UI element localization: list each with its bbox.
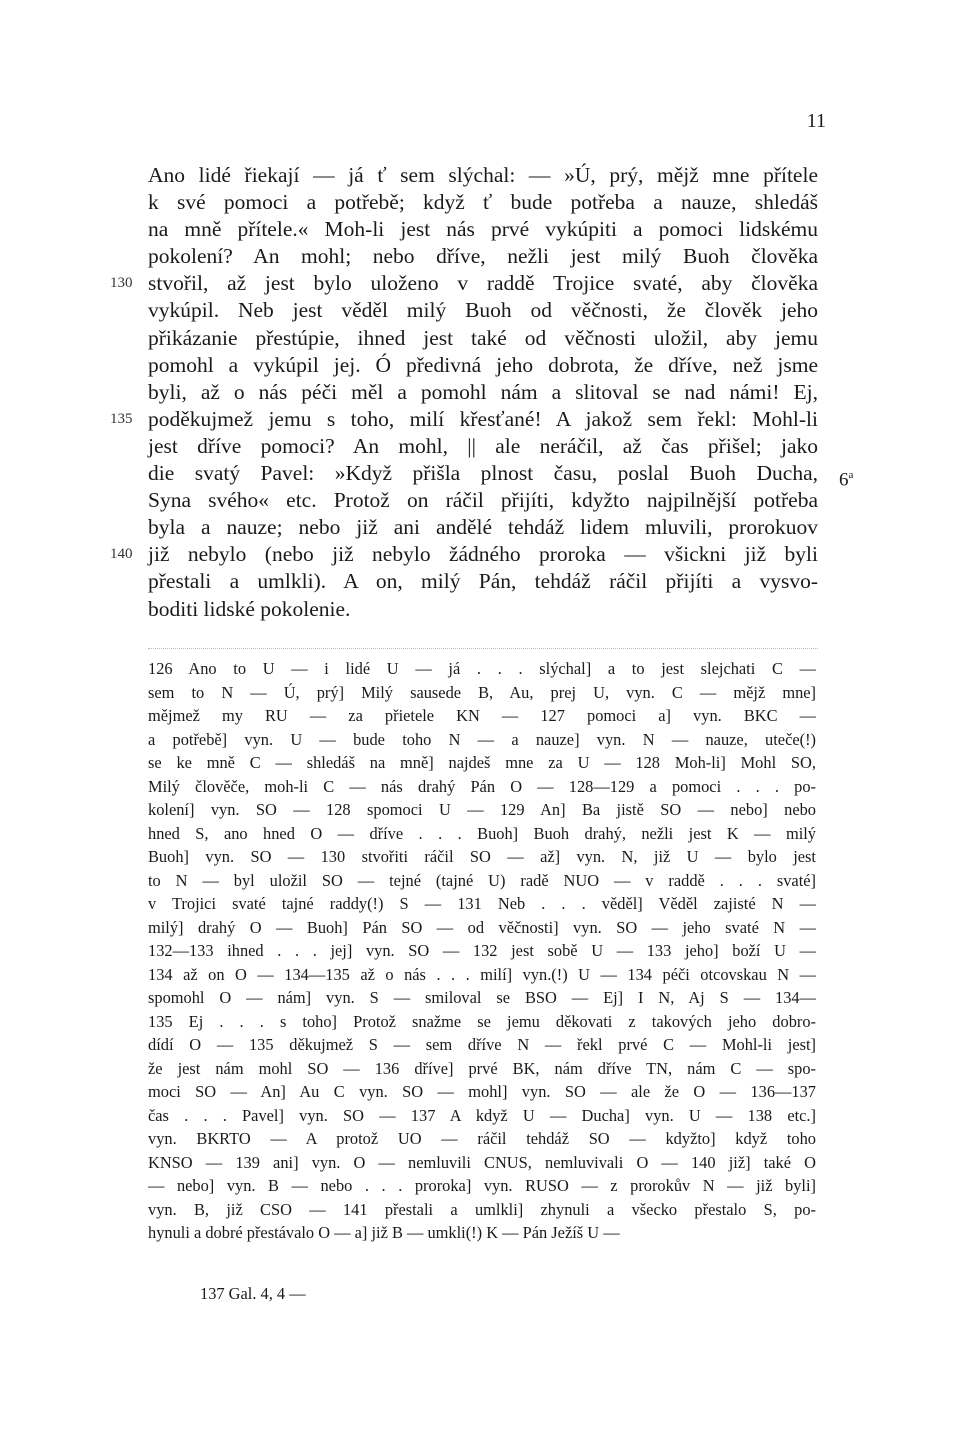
line-text: stvořil, až jest bylo uloženo v raddě Trojice svaté, aby člověka bbox=[148, 271, 818, 296]
apparatus-line: Milý člověče, moh-li C — nás drahý Pán O — 128—129 a pomoci . . . po- bbox=[148, 776, 816, 796]
margin-note-sup: a bbox=[848, 469, 854, 481]
line-text: přestali a umlkli). A on, milý Pán, tehdáž ráčil přijíti a vysvo- bbox=[148, 569, 818, 594]
apparatus-line: Buoh] vyn. SO — 130 stvořiti ráčil SO — až] vyn. N, již U — bylo jest bbox=[148, 847, 816, 866]
line-text: byla a nauze; nebo již ani andělé tehdáž lidem mluvili, prorokuov bbox=[148, 515, 818, 540]
apparatus-line: moci SO — An] Au C vyn. SO — mohl] vyn. SO — ale že O — 136—137 bbox=[148, 1082, 816, 1101]
text-line bbox=[110, 270, 818, 297]
text-line bbox=[148, 325, 818, 352]
apparatus-line: 132—133 ihned . . . jej] vyn. SO — 132 jest sobě U — 133 jeho] boží U — bbox=[148, 941, 816, 960]
text-line bbox=[110, 406, 818, 433]
apparatus-line: spomohl O — nám] vyn. S — smiloval se BSO — Ej] I N, Aj S — 134— bbox=[148, 988, 816, 1007]
line-text: pokolení? An mohl; nebo dříve, nežli jest milý Buoh člověka bbox=[148, 244, 818, 269]
apparatus-line: milý] drahý O — Buoh] Pán SO — od věčnosti] vyn. SO — jeho svaté N — bbox=[148, 917, 816, 937]
apparatus-line: mějmež my RU — za přietele KN — 127 pomoci a] vyn. BKC — bbox=[148, 706, 816, 725]
text-line bbox=[148, 189, 818, 216]
main-text bbox=[110, 162, 818, 623]
margin-note-main: 6 bbox=[839, 469, 849, 491]
apparatus-line: — nebo] vyn. B — nebo . . . proroka] vyn. RUSO — z prorokův N — již byli] bbox=[148, 1176, 816, 1195]
line-text: vykúpil. Neb jest věděl milý Buoh od věčnosti, že člověk jeho bbox=[148, 298, 818, 323]
line-text: Syna svého« etc. Protož on ráčil přijíti, kdyžto najpilnější potřeba bbox=[148, 488, 818, 513]
line-text: přikázanie přestúpie, ihned jest také od věčnosti uložil, aby jemu bbox=[148, 325, 818, 350]
apparatus-line: 135 Ej . . . s toho] Protož snažme se jemu děkovati z takových jeho dobro- bbox=[148, 1011, 816, 1031]
apparatus-line: 126 Ano to U — i lidé U — já . . . slýchal] a to jest slejchati C — bbox=[148, 659, 816, 678]
line-text: Ano lidé řiekají — já ť sem slýchal: — »Ú, prý, mějž mne přítele bbox=[148, 163, 818, 187]
apparatus-line: sem to N — Ú, prý] Milý sausede B, Au, prej U, vyn. C — mějž mne] bbox=[148, 682, 816, 702]
apparatus-line: vyn. BKRTO — A protož UO — ráčil tehdáž SO — kdyžto] když toho bbox=[148, 1129, 816, 1148]
apparatus-line: v Trojici svaté tajné raddy(!) S — 131 Neb . . . věděl] Věděl zajisté N — bbox=[148, 894, 816, 913]
text-line bbox=[148, 216, 818, 243]
text-line bbox=[148, 460, 818, 487]
line-text: na mně přítele.« Moh-li jest nás prvé vykúpiti a pomoci lidskému bbox=[148, 217, 818, 242]
line-number: 130 bbox=[110, 275, 133, 292]
line-text: jest dříve pomoci? An mohl, || ale neráčil, až čas přišel; jako bbox=[148, 433, 818, 458]
apparatus-line: vyn. B, již CSO — 141 přestali a umlkli] zhynuli a všecko přestalo S, po- bbox=[148, 1199, 816, 1219]
text-line bbox=[148, 162, 818, 189]
text-line bbox=[148, 568, 818, 595]
apparatus-line: hned S, ano hned O — dříve . . . Buoh] Buoh drahý, nežli jest K — milý bbox=[148, 823, 816, 843]
line-text: pomohl a vykúpil jej. Ó předivná jeho dobrota, že dříve, než jsme bbox=[148, 352, 818, 377]
text-line bbox=[110, 541, 818, 568]
apparatus-line: se ke mně C — shledáš na mně] najdeš mne za U — 128 Moh-li] Mohl SO, bbox=[148, 753, 816, 772]
critical-apparatus bbox=[148, 657, 816, 1245]
apparatus-line: že jest nám mohl SO — 136 dříve] prvé BK, nám dříve TN, nám C — spo- bbox=[148, 1058, 816, 1078]
line-text: die svatý Pavel: »Když přišla plnost času, poslal Buoh Ducha, bbox=[148, 461, 818, 486]
text-line bbox=[148, 514, 818, 541]
line-number: 135 bbox=[110, 410, 133, 427]
line-text: boditi lidské pokolenie. bbox=[148, 596, 351, 621]
text-line bbox=[148, 297, 818, 324]
apparatus-line: 134 až on O — 134—135 až o nás . . . milí] vyn.(!) U — 134 péči otcovskau N — bbox=[148, 964, 816, 984]
apparatus-line: KNSO — 139 ani] vyn. O — nemluvili CNUS, nemluvivali O — 140 již] také O bbox=[148, 1152, 816, 1172]
apparatus-line: hynuli a dobré přestávalo O — a] již B — umkli(!) K — Pán Ježíš U — bbox=[148, 1223, 620, 1242]
apparatus-line: dídí O — 135 děkujmež S — sem dříve N — řekl prvé C — Mohl-li jest] bbox=[148, 1035, 816, 1054]
page-number: 11 bbox=[806, 110, 826, 132]
text-line bbox=[148, 352, 818, 379]
line-text: již nebylo (nebo již nebylo žádného proroka — všickni již byli bbox=[148, 542, 818, 567]
line-number: 140 bbox=[110, 546, 133, 563]
apparatus-line: kolení] vyn. SO — 128 spomoci U — 129 An] Ba jistě SO — nebo] nebo bbox=[148, 800, 816, 819]
margin-note bbox=[839, 469, 853, 491]
text-line bbox=[148, 433, 818, 460]
apparatus-line: to N — byl uložil SO — tejné (tajné U) radě NUO — v raddě . . . svaté] bbox=[148, 870, 816, 890]
footnote: 137 Gal. 4, 4 — bbox=[200, 1284, 306, 1303]
apparatus-line: a potřebě] vyn. U — bude toho N — a nauze] vyn. N — nauze, uteče(!) bbox=[148, 729, 816, 749]
line-text: k své pomoci a potřebě; když ť bude potřeba a nauze, shledáš bbox=[148, 190, 818, 215]
text-line bbox=[148, 596, 818, 623]
line-text: poděkujmež jemu s toho, milí křesťané! A jakož sem řekl: Mohl-li bbox=[148, 406, 818, 431]
line-text: byli, až o nás péči měl a pomohl nám a slitoval se nad námi! Ej, bbox=[148, 379, 818, 404]
apparatus-divider bbox=[148, 648, 818, 649]
apparatus-line: čas . . . Pavel] vyn. SO — 137 A když U — Ducha] vyn. U — 138 etc.] bbox=[148, 1105, 816, 1125]
text-line bbox=[148, 243, 818, 270]
text-line bbox=[148, 487, 818, 514]
text-line bbox=[148, 379, 818, 406]
